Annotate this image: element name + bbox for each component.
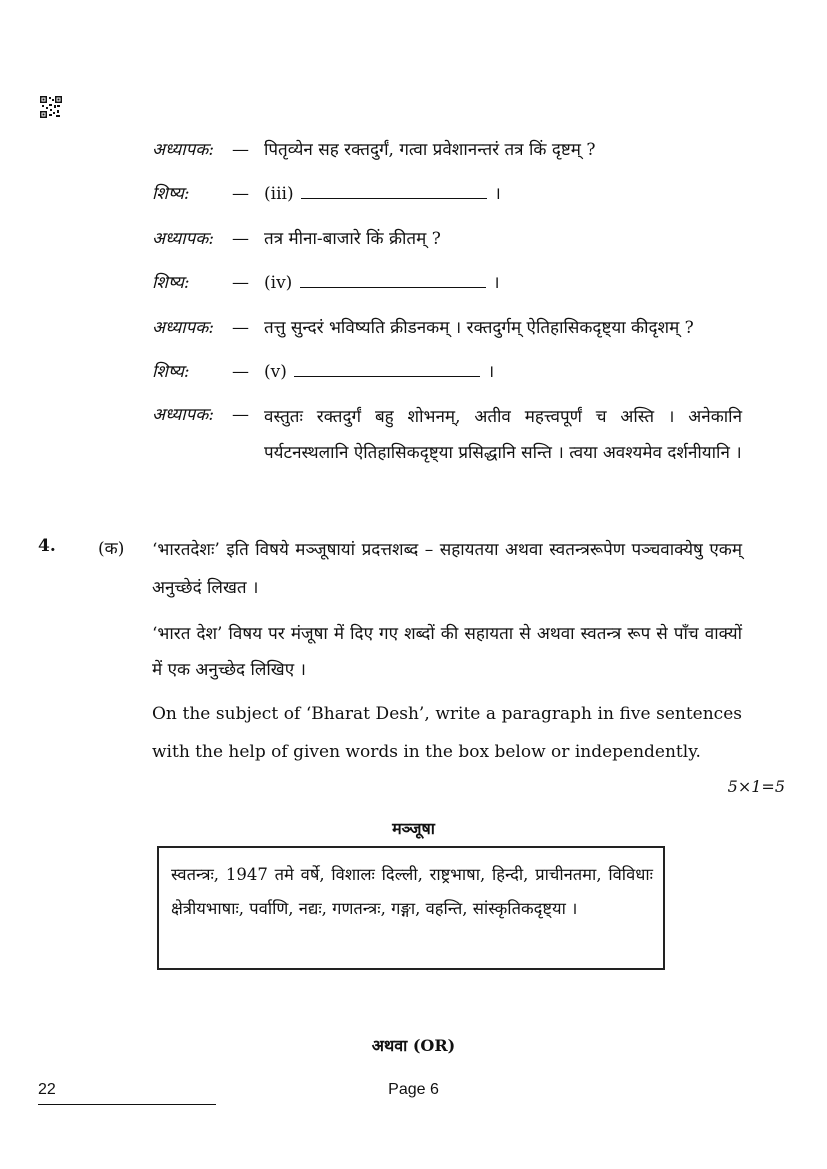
paper-code: 22 <box>38 1081 56 1098</box>
blank-number: (iv) <box>264 273 293 293</box>
dash: — <box>232 405 249 425</box>
sentence-end: । <box>487 362 495 382</box>
answer-blank[interactable] <box>301 197 487 199</box>
instruction-sanskrit: ‘भारतदेशः’ इति विषये मञ्जूषायां प्रदत्तशब्द – सहायतया अथवा स्वतन्त्ररूपेण पञ्चवाक्येषु एकम् अनुच्छेदं लिखत । <box>152 540 742 598</box>
dialogue-text: वस्तुतः रक्तदुर्गं बहु शोभनम्, अतीव महत्त्वपूर्णं च अस्ति । अनेकानि पर्यटनस्थलानि ऐतिहासिकदृष्ट्या प्रसिद्धानि सन्ति । त्वया अवश्यमेव दर्शनीयानि । <box>264 407 742 463</box>
speaker-label: शिष्य: <box>152 362 190 382</box>
dash: — <box>232 184 249 204</box>
speaker-label: अध्यापक: <box>152 405 215 425</box>
box-words: स्वतन्त्रः, 1947 तमे वर्षे, विशालः दिल्ली, राष्ट्रभाषा, हिन्दी, प्राचीनतमा, विविधाः क्षेत्रीयभाषाः, पर्वाणि, नद्यः, गणतन्त्रः, गङ्गा, वहन्ति, सांस्कृतिकदृष्ट्या । <box>171 865 653 918</box>
dialogue-text: तत्र मीना-बाजारे किं क्रीतम् ? <box>264 229 441 249</box>
dash: — <box>232 229 249 249</box>
dialogue-text: पितृव्येन सह रक्तदुर्गं, गत्वा प्रवेशानन्तरं तत्र किं दृष्टम् ? <box>264 140 596 160</box>
or-label: अथवा (OR) <box>371 1036 456 1055</box>
blank-number: (v) <box>264 362 287 382</box>
dash: — <box>232 273 249 293</box>
speaker-label: अध्यापक: <box>152 229 215 249</box>
speaker-label: शिष्य: <box>152 273 190 293</box>
instruction-english: On the subject of ‘Bharat Desh’, write a paragraph in five sentences with the help of given words in the box below or independently. <box>152 704 742 762</box>
page-number: Page 6 <box>388 1081 439 1098</box>
footer-divider <box>38 1104 216 1105</box>
box-title: मञ्जूषा <box>392 819 435 838</box>
sentence-end: । <box>493 273 500 293</box>
dash: — <box>232 140 249 160</box>
speaker-label: अध्यापक: <box>152 318 215 338</box>
speaker-label: अध्यापक: <box>152 140 215 160</box>
word-box <box>157 846 665 970</box>
qr-code-icon <box>40 96 62 118</box>
blank-number: (iii) <box>264 184 294 204</box>
dialogue-text: तत्तु सुन्दरं भविष्यति क्रीडनकम् । रक्तदुर्गम् ऐतिहासिकदृष्ट्या कीदृशम् ? <box>264 318 694 338</box>
dash: — <box>232 362 249 382</box>
question-sub-label: (क) <box>98 539 125 559</box>
instruction-hindi: ‘भारत देश’ विषय पर मंजूषा में दिए गए शब्दों की सहायता से अथवा स्वतन्त्र रूप से पाँच वाक्यों में एक अनुच्छेद लिखिए । <box>152 624 742 680</box>
dash: — <box>232 318 249 338</box>
answer-blank[interactable] <box>294 375 480 377</box>
question-number: 4. <box>38 536 56 556</box>
marks-label: 5×1=5 <box>727 777 785 796</box>
speaker-label: शिष्य: <box>152 184 190 204</box>
sentence-end: । <box>494 184 501 204</box>
answer-blank[interactable] <box>300 286 486 288</box>
